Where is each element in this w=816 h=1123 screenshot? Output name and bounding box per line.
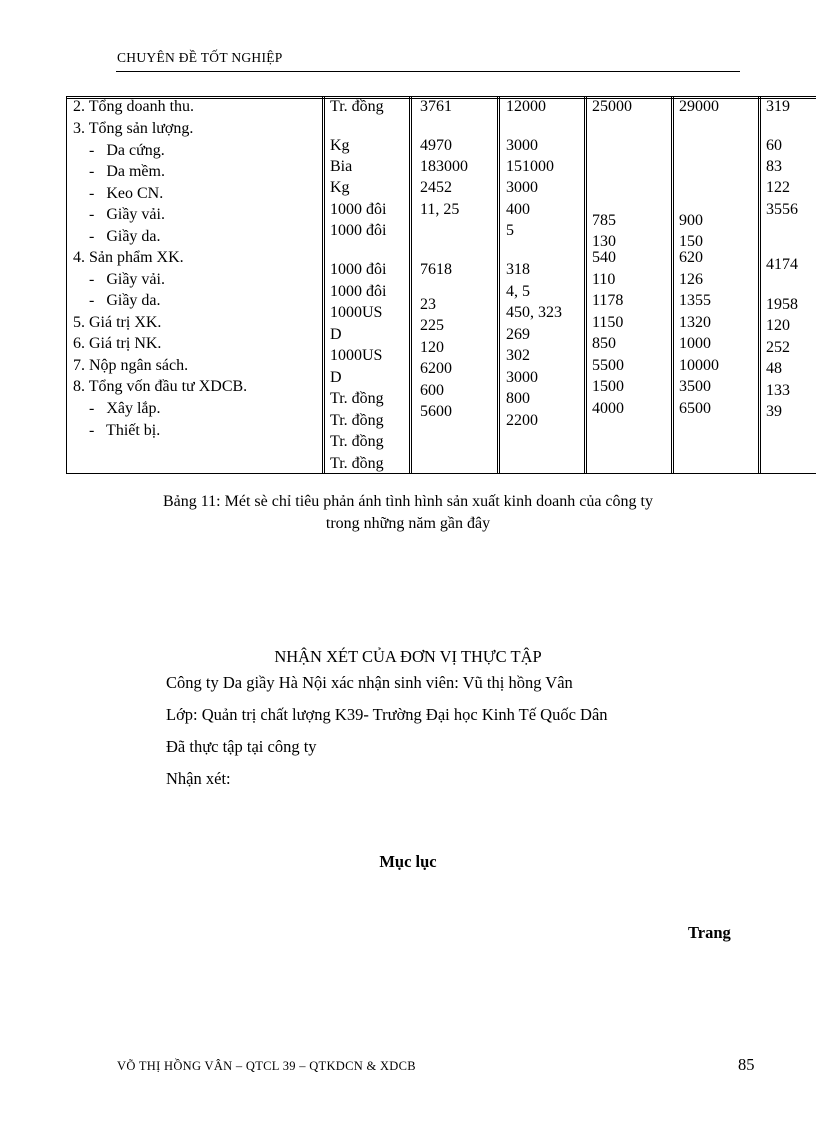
table-cell: 5600 — [420, 403, 452, 420]
table-cell: 6200 — [420, 360, 452, 377]
remarks-label: Nhận xét: — [166, 769, 231, 788]
table-cell: - Xây lắp. — [73, 400, 161, 417]
table-cell: 10000 — [679, 357, 719, 374]
table-cell: 3000 — [506, 369, 538, 386]
section-title: NHẬN XÉT CỦA ĐƠN VỊ THỰC TẬP — [274, 647, 542, 666]
table-cell: 4, 5 — [506, 283, 530, 300]
table-cell: 6. Giá trị NK. — [73, 335, 162, 352]
table-cell: 785 — [592, 212, 616, 229]
table-cell: 1000 đôi — [330, 201, 387, 218]
table-cell: 318 — [506, 261, 530, 278]
table-cell: 133 — [766, 382, 790, 399]
table-cell: 1320 — [679, 314, 711, 331]
header-divider — [116, 71, 740, 72]
table-cell: 269 — [506, 326, 530, 343]
table-cell: 110 — [592, 271, 616, 288]
table-cell: 4. Sản phẩm XK. — [73, 249, 184, 266]
table-cell: 130 — [592, 233, 616, 250]
table-cell: - Giầy da. — [73, 228, 161, 245]
table-cell: 1500 — [592, 378, 624, 395]
table-caption-line-1: Bảng 11: Mét sè chỉ tiêu phản ánh tình hình sản xuất kinh doanh của công ty — [163, 493, 653, 510]
table-cell: 4970 — [420, 137, 452, 154]
table-cell: 4000 — [592, 400, 624, 417]
table-cell: 2452 — [420, 179, 452, 196]
table-cell: 29000 — [679, 98, 719, 115]
table-cell: 3500 — [679, 378, 711, 395]
table-cell: 151000 — [506, 158, 554, 175]
toc-title: Mục lục — [379, 852, 437, 871]
table-cell: Tr. đồng — [330, 433, 384, 450]
page-header: CHUYÊN ĐỀ TỐT NGHIỆP — [117, 50, 283, 65]
confirmation-line: Công ty Da giầy Hà Nội xác nhận sinh viên: Vũ thị hồng Vân — [166, 673, 573, 692]
table-cell: 39 — [766, 403, 782, 420]
table-caption-line-2: trong những năm gần đây — [325, 515, 491, 532]
table-cell: 319 — [766, 98, 790, 115]
table-cell: 850 — [592, 335, 616, 352]
table-cell: 120 — [420, 339, 444, 356]
table-cell: 3556 — [766, 201, 798, 218]
table-cell: 1178 — [592, 292, 624, 309]
table-cell: 25000 — [592, 98, 632, 115]
table-cell: - Giầy vải. — [73, 206, 165, 223]
table-cell: 1000 đôi — [330, 222, 387, 239]
table-cell: 60 — [766, 137, 782, 154]
table-cell: 4174 — [766, 256, 798, 273]
table-cell: 1150 — [592, 314, 624, 331]
table-cell: 600 — [420, 382, 444, 399]
table-cell: 5500 — [592, 357, 624, 374]
table-cell: Kg — [330, 179, 350, 196]
table-cell: 2200 — [506, 412, 538, 429]
table-cell: 620 — [679, 249, 703, 266]
table-cell: 225 — [420, 317, 444, 334]
table-col-percent — [766, 96, 816, 474]
table-cell: 540 — [592, 249, 616, 266]
table-cell: 150 — [679, 233, 703, 250]
table-cell: 23 — [420, 296, 436, 313]
table-cell: 1000US — [330, 304, 383, 321]
table-cell: 2. Tổng doanh thu. — [73, 98, 195, 115]
table-cell: 122 — [766, 179, 790, 196]
table-cell: 1000 — [679, 335, 711, 352]
table-cell: Tr. đồng — [330, 412, 384, 429]
table-cell: D — [330, 369, 342, 386]
table-cell: 1355 — [679, 292, 711, 309]
table-cell: - Giầy da. — [73, 292, 161, 309]
table-cell: 1000 đôi — [330, 283, 387, 300]
page-footer: VÕ THỊ HỒNG VÂN – QTCL 39 – QTKDCN & XDCB — [117, 1059, 416, 1073]
table-divider-1 — [322, 96, 325, 474]
table-cell: 800 — [506, 390, 530, 407]
table-cell: 3. Tổng sản lượng. — [73, 120, 194, 137]
table-cell: 7. Nộp ngân sách. — [73, 357, 189, 374]
table-cell: D — [330, 326, 342, 343]
table-cell: 1000US — [330, 347, 383, 364]
table-cell: 12000 — [506, 98, 546, 115]
table-cell: 5 — [506, 222, 514, 239]
table-cell: 3761 — [420, 98, 452, 115]
table-cell: 6500 — [679, 400, 711, 417]
table-cell: 900 — [679, 212, 703, 229]
table-cell: Tr. đồng — [330, 98, 384, 115]
table-cell: 1000 đôi — [330, 261, 387, 278]
table-cell: - Da cứng. — [73, 142, 165, 159]
table-cell: 8. Tổng vốn đầu tư XDCB. — [73, 378, 248, 395]
table-cell: 120 — [766, 317, 790, 334]
table-cell: 11, 25 — [420, 201, 460, 218]
production-table — [66, 96, 816, 474]
table-col-indicator — [73, 96, 313, 474]
table-cell: 83 — [766, 158, 782, 175]
table-cell: Kg — [330, 137, 350, 154]
page-number: 85 — [738, 1055, 755, 1074]
table-cell: - Da mềm. — [73, 163, 165, 180]
table-border-left — [66, 96, 67, 474]
toc-page-label: Trang — [688, 923, 731, 942]
table-cell: 5. Giá trị XK. — [73, 314, 162, 331]
table-cell: 48 — [766, 360, 782, 377]
table-cell: Tr. đồng — [330, 455, 384, 472]
table-cell: - Thiết bị. — [73, 422, 161, 439]
table-cell: Tr. đồng — [330, 390, 384, 407]
table-cell: - Keo CN. — [73, 185, 164, 202]
table-cell: 302 — [506, 347, 530, 364]
table-cell: 252 — [766, 339, 790, 356]
class-line: Lớp: Quản trị chất lượng K39- Trường Đại học Kinh Tế Quốc Dân — [166, 705, 608, 724]
table-cell: 450, 323 — [506, 304, 562, 321]
table-cell: 1958 — [766, 296, 798, 313]
table-cell: 7618 — [420, 261, 452, 278]
table-cell: Bia — [330, 158, 353, 175]
table-cell: 3000 — [506, 179, 538, 196]
table-cell: 183000 — [420, 158, 468, 175]
table-cell: - Giầy vải. — [73, 271, 165, 288]
table-cell: 400 — [506, 201, 530, 218]
internship-line: Đã thực tập tại công ty — [166, 737, 317, 756]
table-cell: 126 — [679, 271, 703, 288]
table-cell: 3000 — [506, 137, 538, 154]
